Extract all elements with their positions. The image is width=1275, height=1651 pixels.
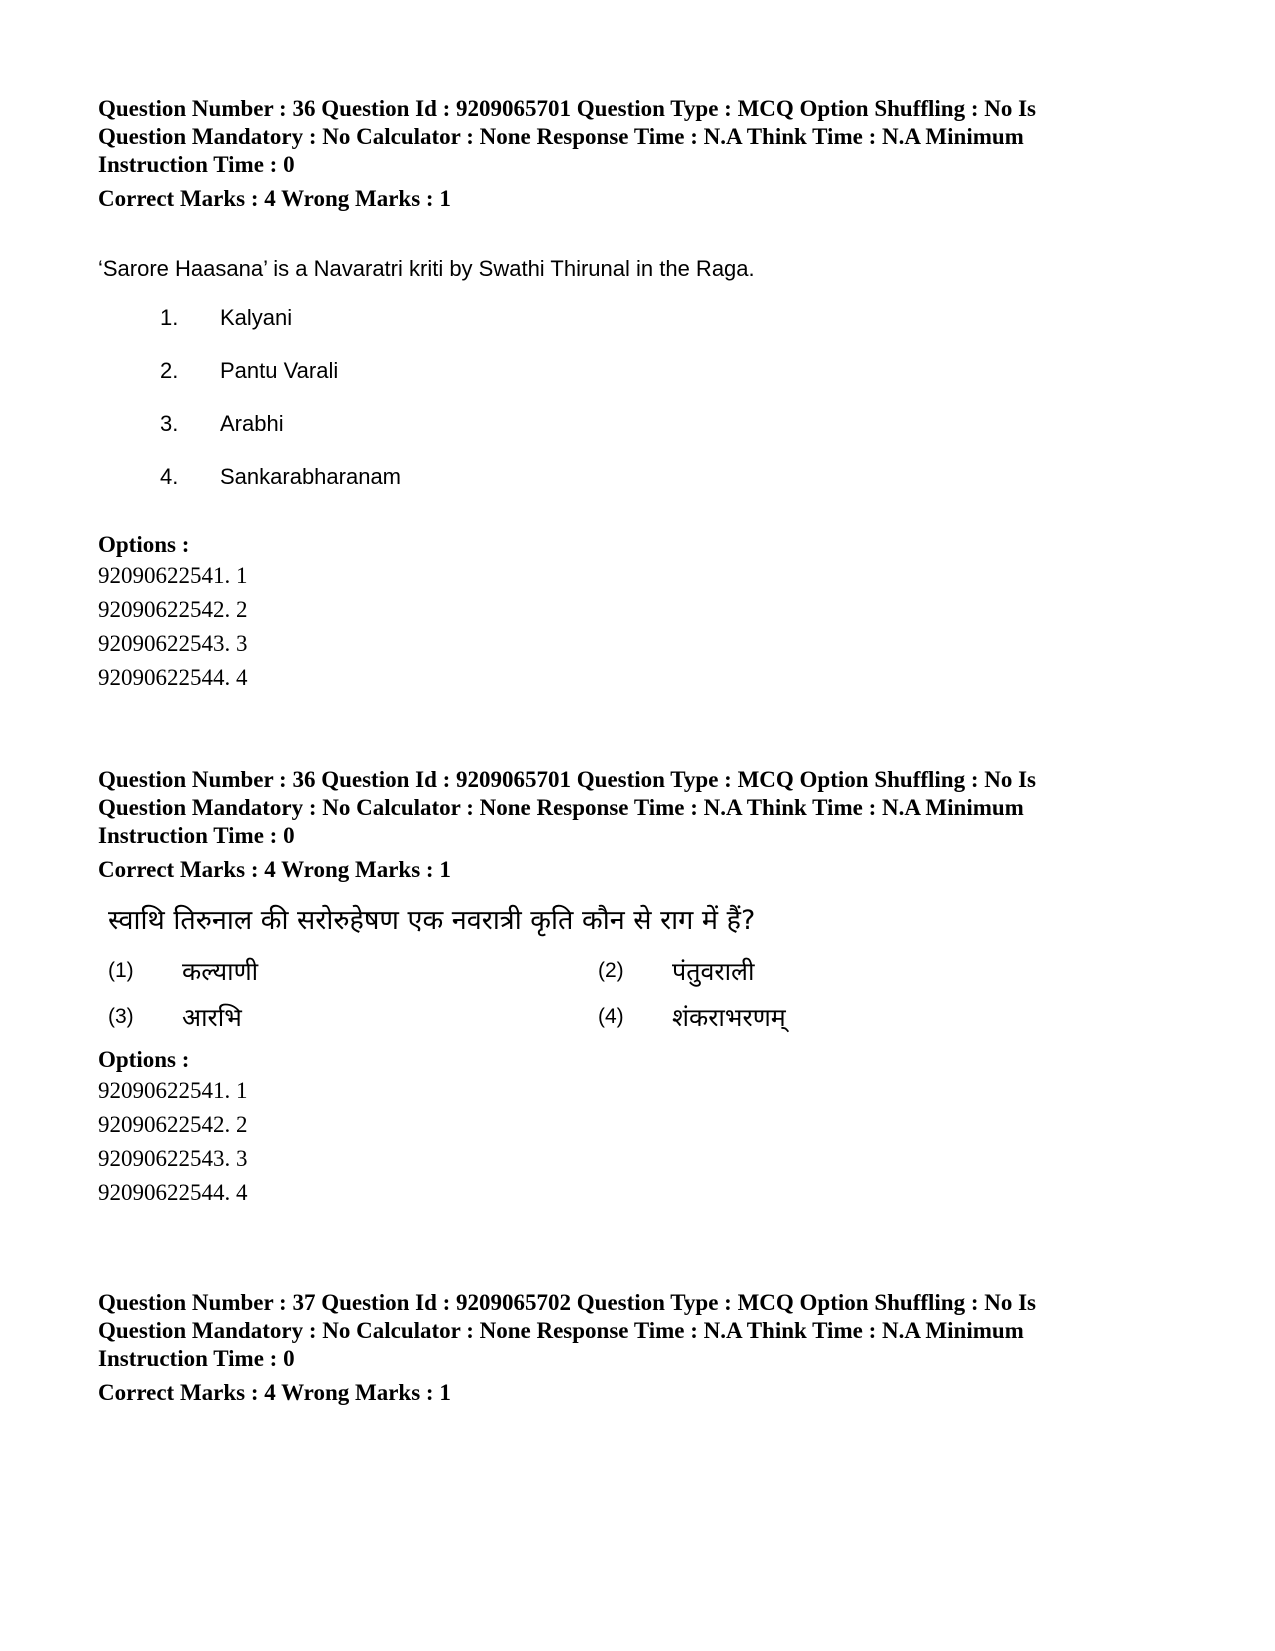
choice-text: Kalyani [220, 305, 293, 330]
choice-item [98, 464, 1198, 517]
question-block-37 [98, 1289, 1198, 1407]
question-block-36-english [98, 95, 1198, 695]
question-block-36-hindi [98, 766, 1198, 1210]
choice-number: (2) [598, 959, 624, 982]
marks-line: Correct Marks : 4 Wrong Marks : 1 [98, 186, 451, 211]
choice-item [98, 998, 588, 1036]
choice-number: 4. [160, 464, 179, 489]
choice-item [588, 952, 1078, 990]
choice-text: पंतुवराली [672, 957, 755, 986]
question-meta-line: Instruction Time : 0 [98, 1346, 295, 1371]
option-line: 92090622543. 3 [98, 631, 248, 656]
choice-item [98, 952, 588, 990]
option-line: 92090622541. 1 [98, 563, 248, 588]
choice-text: Sankarabharanam [220, 464, 402, 489]
choice-text: Arabhi [220, 411, 284, 436]
choice-text: कल्याणी [182, 957, 259, 986]
question-meta-line: Question Number : 36 Question Id : 9209065701 Question Type : MCQ Option Shuffling : No Is [98, 96, 1037, 121]
choice-number: (4) [598, 1005, 624, 1028]
choice-list [98, 305, 1198, 517]
option-line: 92090622542. 2 [98, 597, 248, 622]
marks-line: Correct Marks : 4 Wrong Marks : 1 [98, 1380, 451, 1405]
option-line: 92090622544. 4 [98, 1180, 248, 1205]
marks-line: Correct Marks : 4 Wrong Marks : 1 [98, 857, 451, 882]
options-title: Options : [98, 1047, 190, 1072]
option-line: 92090622543. 3 [98, 1146, 248, 1171]
question-meta-line: Instruction Time : 0 [98, 152, 295, 177]
choice-number: 2. [160, 358, 179, 383]
question-meta-line: Question Mandatory : No Calculator : None Response Time : N.A Think Time : N.A Minimum [98, 795, 1024, 820]
choice-text: आरभि [182, 1003, 242, 1032]
option-line: 92090622542. 2 [98, 1112, 248, 1137]
question-meta-line: Question Number : 37 Question Id : 9209065702 Question Type : MCQ Option Shuffling : No Is [98, 1290, 1037, 1315]
question-meta-line: Instruction Time : 0 [98, 823, 295, 848]
option-line: 92090622544. 4 [98, 665, 248, 690]
choice-text: Pantu Varali [220, 358, 339, 383]
choice-grid [98, 952, 1198, 1036]
options-title: Options : [98, 532, 190, 557]
question-meta-line: Question Number : 36 Question Id : 9209065701 Question Type : MCQ Option Shuffling : No Is [98, 767, 1037, 792]
choice-item [98, 358, 1198, 411]
question-text: स्वाथि तिरुनाल की सरोरुहेषण एक नवरात्री कृति कौन से राग में हैं? [108, 905, 756, 936]
choice-text: शंकराभरणम् [672, 1003, 786, 1032]
choice-item [98, 305, 1198, 358]
option-line: 92090622541. 1 [98, 1078, 248, 1103]
choice-number: (1) [108, 959, 134, 982]
question-meta-line: Question Mandatory : No Calculator : None Response Time : N.A Think Time : N.A Minimum [98, 1318, 1024, 1343]
choice-item [98, 411, 1198, 464]
question-meta-line: Question Mandatory : No Calculator : None Response Time : N.A Think Time : N.A Minimum [98, 124, 1024, 149]
choice-item [588, 998, 1078, 1036]
question-text: ‘Sarore Haasana’ is a Navaratri kriti by Swathi Thirunal in the Raga. [98, 256, 755, 281]
choice-number: 3. [160, 411, 179, 436]
choice-number: 1. [160, 305, 179, 330]
choice-number: (3) [108, 1005, 134, 1028]
